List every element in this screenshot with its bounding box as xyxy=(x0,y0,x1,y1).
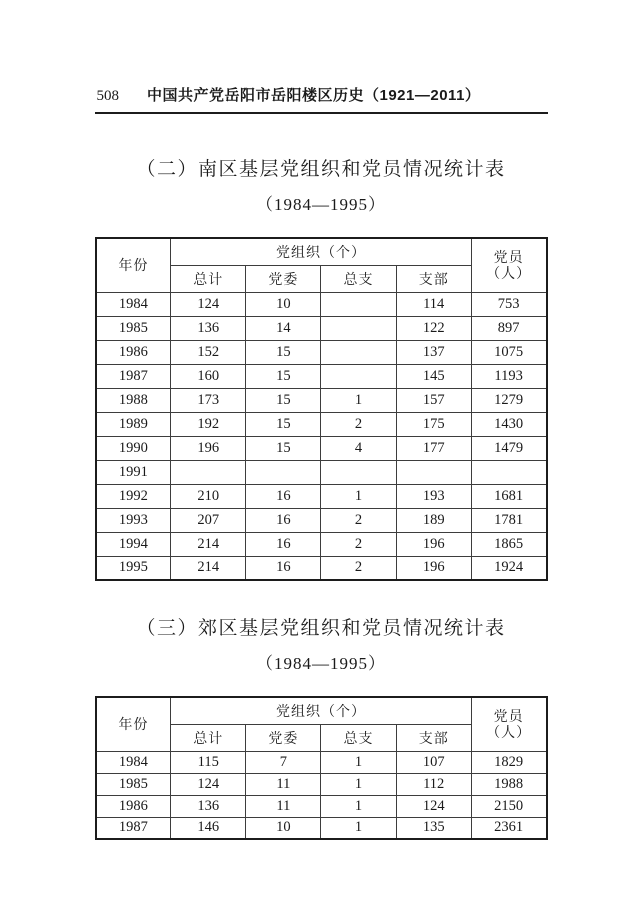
value-cell: 124 xyxy=(171,292,246,316)
value-cell: 2150 xyxy=(471,795,546,817)
col-header-total: 总计 xyxy=(171,265,246,292)
value-cell: 1781 xyxy=(471,508,546,532)
value-cell: 152 xyxy=(171,340,246,364)
value-cell: 16 xyxy=(246,532,321,556)
value-cell: 145 xyxy=(396,364,471,388)
value-cell: 1865 xyxy=(471,532,546,556)
value-cell: 196 xyxy=(396,532,471,556)
year-cell: 1989 xyxy=(96,412,171,436)
header-row-1 xyxy=(96,238,547,265)
year-cell: 1987 xyxy=(96,364,171,388)
section-title-south: （二）南区基层党组织和党员情况统计表 xyxy=(136,159,506,180)
value-cell: 1 xyxy=(321,795,396,817)
table-row xyxy=(96,795,547,817)
value-cell: 112 xyxy=(396,773,471,795)
table-row xyxy=(96,412,547,436)
col-header-committee: 党委 xyxy=(246,724,321,751)
value-cell: 2 xyxy=(321,508,396,532)
value-cell: 196 xyxy=(396,556,471,580)
table-head xyxy=(96,238,547,292)
value-cell: 16 xyxy=(246,508,321,532)
table-row xyxy=(96,340,547,364)
value-cell: 1 xyxy=(321,817,396,839)
table-row xyxy=(96,817,547,839)
value-cell: 1430 xyxy=(471,412,546,436)
value-cell: 2 xyxy=(321,532,396,556)
col-header-general-branch: 总支 xyxy=(321,265,396,292)
value-cell xyxy=(321,340,396,364)
section-subtitle-suburb: （1984—1995） xyxy=(256,654,386,673)
col-header-year: 年份 xyxy=(96,697,171,751)
south-district-table xyxy=(95,237,548,581)
value-cell xyxy=(321,316,396,340)
col-header-general-branch: 总支 xyxy=(321,724,396,751)
book-title: 中国共产党岳阳市岳阳楼区历史（1921—2011） xyxy=(147,87,481,104)
value-cell: 1988 xyxy=(471,773,546,795)
value-cell: 214 xyxy=(171,532,246,556)
value-cell xyxy=(471,460,546,484)
year-cell: 1984 xyxy=(96,751,171,773)
value-cell: 15 xyxy=(246,364,321,388)
value-cell: 177 xyxy=(396,436,471,460)
table-row xyxy=(96,751,547,773)
section-title-suburb: （三）郊区基层党组织和党员情况统计表 xyxy=(136,618,506,639)
year-cell: 1995 xyxy=(96,556,171,580)
table-row xyxy=(96,460,547,484)
value-cell: 124 xyxy=(396,795,471,817)
value-cell: 16 xyxy=(246,484,321,508)
value-cell: 210 xyxy=(171,484,246,508)
value-cell: 157 xyxy=(396,388,471,412)
value-cell: 10 xyxy=(246,817,321,839)
value-cell: 114 xyxy=(396,292,471,316)
col-header-branch: 支部 xyxy=(396,265,471,292)
value-cell: 4 xyxy=(321,436,396,460)
value-cell: 137 xyxy=(396,340,471,364)
value-cell: 11 xyxy=(246,773,321,795)
value-cell: 15 xyxy=(246,388,321,412)
year-cell: 1986 xyxy=(96,340,171,364)
year-cell: 1988 xyxy=(96,388,171,412)
value-cell: 1 xyxy=(321,751,396,773)
col-header-members-line2: （人） xyxy=(486,265,532,282)
table-body xyxy=(96,751,547,839)
table-row xyxy=(96,508,547,532)
value-cell: 173 xyxy=(171,388,246,412)
table-row xyxy=(96,436,547,460)
year-cell: 1987 xyxy=(96,817,171,839)
table-row xyxy=(96,364,547,388)
value-cell: 15 xyxy=(246,340,321,364)
table-row xyxy=(96,292,547,316)
value-cell: 2361 xyxy=(471,817,546,839)
value-cell xyxy=(321,364,396,388)
value-cell: 160 xyxy=(171,364,246,388)
table-body xyxy=(96,292,547,580)
value-cell: 175 xyxy=(396,412,471,436)
value-cell: 146 xyxy=(171,817,246,839)
value-cell: 124 xyxy=(171,773,246,795)
value-cell: 10 xyxy=(246,292,321,316)
value-cell: 1681 xyxy=(471,484,546,508)
value-cell: 15 xyxy=(246,436,321,460)
value-cell: 14 xyxy=(246,316,321,340)
value-cell: 16 xyxy=(246,556,321,580)
value-cell xyxy=(321,460,396,484)
value-cell: 193 xyxy=(396,484,471,508)
value-cell: 192 xyxy=(171,412,246,436)
value-cell: 1924 xyxy=(471,556,546,580)
value-cell: 136 xyxy=(171,316,246,340)
year-cell: 1992 xyxy=(96,484,171,508)
year-cell: 1991 xyxy=(96,460,171,484)
table-row xyxy=(96,316,547,340)
value-cell: 207 xyxy=(171,508,246,532)
year-cell: 1990 xyxy=(96,436,171,460)
value-cell xyxy=(396,460,471,484)
value-cell: 1 xyxy=(321,388,396,412)
col-header-members-line1: 党员 xyxy=(493,707,524,724)
col-header-members-line1: 党员 xyxy=(493,248,524,265)
page-number: 508 xyxy=(96,88,119,104)
col-header-total: 总计 xyxy=(171,724,246,751)
value-cell xyxy=(321,292,396,316)
table-row xyxy=(96,388,547,412)
value-cell: 1829 xyxy=(471,751,546,773)
value-cell: 196 xyxy=(171,436,246,460)
value-cell: 122 xyxy=(396,316,471,340)
table-row xyxy=(96,532,547,556)
value-cell xyxy=(246,460,321,484)
table-row xyxy=(96,556,547,580)
value-cell: 115 xyxy=(171,751,246,773)
year-cell: 1994 xyxy=(96,532,171,556)
year-cell: 1985 xyxy=(96,316,171,340)
value-cell: 107 xyxy=(396,751,471,773)
value-cell: 753 xyxy=(471,292,546,316)
table-row xyxy=(96,773,547,795)
value-cell: 1279 xyxy=(471,388,546,412)
header-row-1 xyxy=(96,697,547,724)
page-content xyxy=(95,0,548,840)
value-cell: 1 xyxy=(321,773,396,795)
value-cell xyxy=(171,460,246,484)
value-cell: 136 xyxy=(171,795,246,817)
year-cell: 1985 xyxy=(96,773,171,795)
year-cell: 1984 xyxy=(96,292,171,316)
col-header-members xyxy=(471,697,546,751)
suburb-district-table xyxy=(95,696,548,840)
value-cell: 1075 xyxy=(471,340,546,364)
value-cell: 2 xyxy=(321,412,396,436)
col-header-party-org: 党组织（个） xyxy=(171,697,472,724)
col-header-branch: 支部 xyxy=(396,724,471,751)
col-header-members xyxy=(471,238,546,292)
running-head xyxy=(95,84,548,114)
col-header-members-line2: （人） xyxy=(486,724,532,741)
col-header-committee: 党委 xyxy=(246,265,321,292)
value-cell: 189 xyxy=(396,508,471,532)
value-cell: 214 xyxy=(171,556,246,580)
value-cell: 2 xyxy=(321,556,396,580)
value-cell: 1 xyxy=(321,484,396,508)
value-cell: 135 xyxy=(396,817,471,839)
table-head xyxy=(96,697,547,751)
col-header-year: 年份 xyxy=(96,238,171,292)
col-header-party-org: 党组织（个） xyxy=(171,238,472,265)
value-cell: 1479 xyxy=(471,436,546,460)
value-cell: 7 xyxy=(246,751,321,773)
value-cell: 897 xyxy=(471,316,546,340)
value-cell: 1193 xyxy=(471,364,546,388)
year-cell: 1993 xyxy=(96,508,171,532)
value-cell: 11 xyxy=(246,795,321,817)
value-cell: 15 xyxy=(246,412,321,436)
section-subtitle-south: （1984—1995） xyxy=(256,195,386,214)
year-cell: 1986 xyxy=(96,795,171,817)
table-row xyxy=(96,484,547,508)
